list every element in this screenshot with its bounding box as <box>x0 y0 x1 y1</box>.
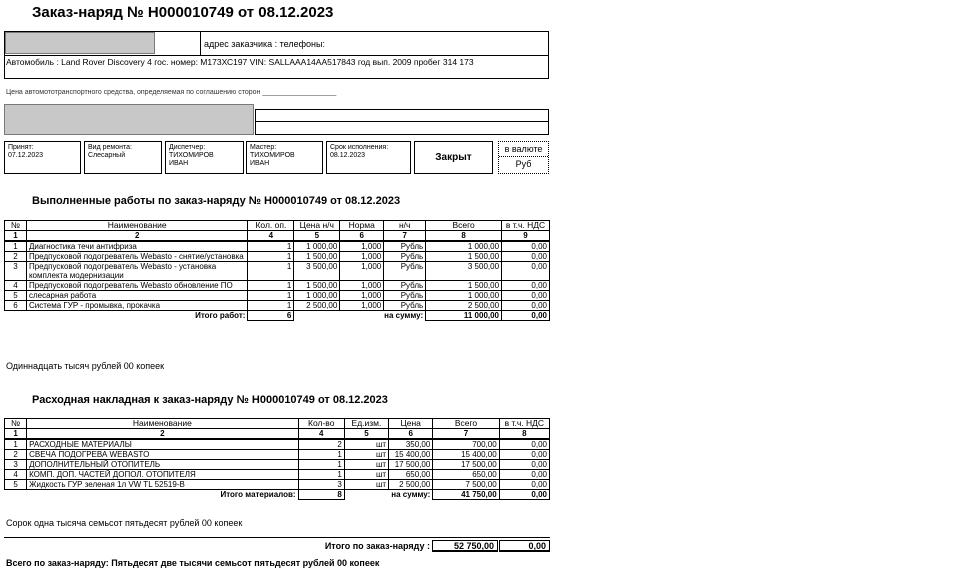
row-unit: шт <box>344 470 388 480</box>
row-unit: шт <box>344 439 388 450</box>
row-qty: 1 <box>248 301 294 311</box>
grand-total-value: 52 750,00 <box>432 540 498 552</box>
materials-colnum: 7 <box>433 429 499 440</box>
repair-type-label: Вид ремонта: <box>88 144 132 151</box>
row-price: 2 500,00 <box>389 480 433 490</box>
table-row <box>5 301 550 311</box>
works-colnum: 8 <box>426 231 502 242</box>
row-vat: 0,00 <box>502 301 550 311</box>
row-norm: 1,000 <box>340 262 384 281</box>
row-n: 5 <box>5 480 27 490</box>
row-total: 650,00 <box>433 470 499 480</box>
row-qty: 1 <box>248 291 294 301</box>
materials-col-price: Цена <box>389 419 433 429</box>
works-colnum: 5 <box>294 231 340 242</box>
row-qty: 1 <box>298 470 344 480</box>
page-title: Заказ-наряд № Н000010749 от 08.12.2023 <box>32 4 334 21</box>
row-vat: 0,00 <box>499 460 549 470</box>
row-qty: 1 <box>298 460 344 470</box>
row-price: 2 500,00 <box>294 301 340 311</box>
table-row <box>5 291 550 301</box>
works-header-row <box>5 221 550 231</box>
row-qty: 1 <box>248 262 294 281</box>
repair-type-value: Слесарный <box>88 152 126 159</box>
row-price: 17 500,00 <box>389 460 433 470</box>
row-n: 6 <box>5 301 27 311</box>
works-col-name: Наименование <box>26 221 247 231</box>
row-unit: Рубль <box>384 262 426 281</box>
customer-name-redacted <box>5 32 155 54</box>
row-n: 1 <box>5 439 27 450</box>
works-title: Выполненные работы по заказ-наряду № Н000010749 от 08.12.2023 <box>32 195 401 207</box>
deadline-value: 08.12.2023 <box>330 152 366 159</box>
materials-total-row <box>5 490 550 500</box>
row-unit: шт <box>344 460 388 470</box>
row-price: 1 500,00 <box>294 252 340 262</box>
works-total-row <box>5 311 550 321</box>
materials-col-n: № <box>5 419 27 429</box>
materials-col-unit: Ед.изм. <box>344 419 388 429</box>
works-colnum: 2 <box>26 231 247 242</box>
row-n: 2 <box>5 450 27 460</box>
row-unit: Рубль <box>384 301 426 311</box>
works-colnum: 1 <box>5 231 27 242</box>
row-name: слесарная работа <box>26 291 247 301</box>
materials-sum-value: 41 750,00 <box>433 490 499 500</box>
row-price: 1 000,00 <box>294 241 340 252</box>
materials-colnum: 5 <box>344 429 388 440</box>
works-colnum-row <box>5 231 550 242</box>
row-total: 7 500,00 <box>433 480 499 490</box>
vehicle-info: Автомобиль : Land Rover Discovery 4 гос. номер: М173ХС197 VIN: SALLAAA14AA517843 год вып. 2009 пробег 314 173 <box>6 57 474 67</box>
row-vat: 0,00 <box>502 281 550 291</box>
works-total-qty: 6 <box>248 311 294 321</box>
row-unit: Рубль <box>384 291 426 301</box>
customer-divider-h <box>4 55 549 56</box>
row-name: ДОПОЛНИТЕЛЬНЫЙ ОТОПИТЕЛЬ <box>27 460 298 470</box>
works-col-norm: Норма <box>340 221 384 231</box>
materials-total-label: Итого материалов: <box>220 490 296 499</box>
works-table <box>4 220 550 321</box>
row-vat: 0,00 <box>502 252 550 262</box>
works-sum-label: на сумму: <box>384 311 424 320</box>
row-unit: Рубль <box>384 252 426 262</box>
row-name: Предпусковой подогреватель Webasto - снятие/установка <box>26 252 247 262</box>
currency-box <box>498 141 549 174</box>
row-total: 1 000,00 <box>426 291 502 301</box>
grand-total-label: Итого по заказ-наряду : <box>324 541 430 551</box>
works-sum-vat: 0,00 <box>502 311 550 321</box>
works-sum-value: 11 000,00 <box>426 311 502 321</box>
materials-colnum: 8 <box>499 429 549 440</box>
row-n: 3 <box>5 262 27 281</box>
works-colnum: 6 <box>340 231 384 242</box>
row-qty: 1 <box>298 450 344 460</box>
status-box <box>414 141 493 174</box>
dispatcher-value: ТИХОМИРОВ ИВАН <box>169 152 214 167</box>
row-unit: Рубль <box>384 241 426 252</box>
row-norm: 1,000 <box>340 241 384 252</box>
row-name: РАСХОДНЫЕ МАТЕРИАЛЫ <box>27 439 298 450</box>
materials-colnum: 2 <box>27 429 298 440</box>
row-price: 15 400,00 <box>389 450 433 460</box>
accepted-label: Принят: <box>8 144 34 151</box>
table-row <box>5 241 550 252</box>
master-value: ТИХОМИРОВ ИВАН <box>250 152 295 167</box>
table-row <box>5 470 550 480</box>
works-colnum: 9 <box>502 231 550 242</box>
row-qty: 2 <box>298 439 344 450</box>
materials-title: Расходная накладная к заказ-наряду № Н000010749 от 08.12.2023 <box>32 394 388 406</box>
owner-line-mid <box>255 121 549 122</box>
address-phones: адрес заказчика : телефоны: <box>204 39 325 49</box>
row-name: СВЕЧА ПОДОГРЕВА WEBASTO <box>27 450 298 460</box>
materials-colnum-row <box>5 429 550 440</box>
materials-colnum: 6 <box>389 429 433 440</box>
row-norm: 1,000 <box>340 281 384 291</box>
currency-value: Руб <box>515 159 532 169</box>
materials-col-name: Наименование <box>27 419 298 429</box>
materials-col-vat: в т.ч. НДС <box>499 419 549 429</box>
row-price: 650,00 <box>389 470 433 480</box>
row-n: 3 <box>5 460 27 470</box>
works-sum-words: Одиннадцать тысяч рублей 00 копеек <box>6 361 165 371</box>
works-col-total: Всего <box>426 221 502 231</box>
grand-total-words: Всего по заказ-наряду: Пятьдесят две тысячи семьсот пятьдесят рублей 00 копеек <box>6 558 380 568</box>
owner-lines <box>255 109 549 135</box>
table-row <box>5 450 550 460</box>
row-vat: 0,00 <box>502 241 550 252</box>
row-price: 350,00 <box>389 439 433 450</box>
accepted-box <box>4 141 81 174</box>
works-col-unit: н/ч <box>384 221 426 231</box>
row-qty: 1 <box>248 281 294 291</box>
works-colnum: 7 <box>384 231 426 242</box>
row-vat: 0,00 <box>502 262 550 281</box>
row-unit: Рубль <box>384 281 426 291</box>
owner-redacted <box>4 104 254 135</box>
row-total: 3 500,00 <box>426 262 502 281</box>
currency-label: в валюте <box>499 142 548 157</box>
materials-header-row <box>5 419 550 429</box>
materials-sum-vat: 0,00 <box>499 490 549 500</box>
row-vat: 0,00 <box>499 439 549 450</box>
master-label: Мастер: <box>250 144 277 151</box>
row-n: 1 <box>5 241 27 252</box>
materials-colnum: 4 <box>298 429 344 440</box>
materials-col-total: Всего <box>433 419 499 429</box>
table-row <box>5 480 550 490</box>
row-total: 1 500,00 <box>426 252 502 262</box>
row-total: 700,00 <box>433 439 499 450</box>
materials-sum-words: Сорок одна тысяча семьсот пятьдесят рублей 00 копеек <box>6 518 243 528</box>
row-total: 17 500,00 <box>433 460 499 470</box>
row-price: 3 500,00 <box>294 262 340 281</box>
materials-colnum: 1 <box>5 429 27 440</box>
row-name: Система ГУР - промывка, прокачка <box>26 301 247 311</box>
materials-total-qty: 8 <box>298 490 344 500</box>
row-norm: 1,000 <box>340 291 384 301</box>
works-col-vat: в т.ч. НДС <box>502 221 550 231</box>
row-total: 15 400,00 <box>433 450 499 460</box>
row-price: 1 000,00 <box>294 291 340 301</box>
dispatcher-label: Диспетчер: <box>169 144 206 151</box>
row-name: Жидкость ГУР зеленая 1л VW TL 52519-B <box>27 480 298 490</box>
status-value: Закрыт <box>435 152 472 163</box>
row-unit: шт <box>344 450 388 460</box>
materials-table <box>4 418 550 500</box>
works-col-qty: Кол. оп. <box>248 221 294 231</box>
row-total: 2 500,00 <box>426 301 502 311</box>
table-row <box>5 460 550 470</box>
table-row <box>5 281 550 291</box>
row-total: 1 000,00 <box>426 241 502 252</box>
row-n: 4 <box>5 470 27 480</box>
works-col-n: № <box>5 221 27 231</box>
row-name: КОМП. ДОП. ЧАСТЕЙ ДОПОЛ. ОТОПИТЕЛЯ <box>27 470 298 480</box>
works-col-price: Цена н/ч <box>294 221 340 231</box>
grand-total-rule <box>4 537 550 538</box>
accepted-value: 07.12.2023 <box>8 152 44 159</box>
works-colnum: 4 <box>248 231 294 242</box>
dispatcher-box <box>165 141 244 174</box>
row-n: 4 <box>5 281 27 291</box>
table-row <box>5 252 550 262</box>
row-name: Предпусковой подогреватель Webasto - установка комплекта модернизации <box>26 262 247 281</box>
table-row <box>5 439 550 450</box>
row-total: 1 500,00 <box>426 281 502 291</box>
price-note: Цена автомототранспортного средства, определяемая по соглашению сторон ___________________ <box>6 89 337 96</box>
materials-col-qty: Кол-во <box>298 419 344 429</box>
row-vat: 0,00 <box>499 470 549 480</box>
deadline-label: Срок исполнения: <box>330 144 389 151</box>
row-price: 1 500,00 <box>294 281 340 291</box>
grand-total-vat: 0,00 <box>499 540 550 552</box>
row-n: 5 <box>5 291 27 301</box>
table-row <box>5 262 550 281</box>
row-vat: 0,00 <box>499 480 549 490</box>
row-n: 2 <box>5 252 27 262</box>
row-vat: 0,00 <box>502 291 550 301</box>
row-name: Диагностика течи антифриза <box>26 241 247 252</box>
repair-type-box <box>84 141 162 174</box>
row-norm: 1,000 <box>340 252 384 262</box>
row-vat: 0,00 <box>499 450 549 460</box>
master-box <box>246 141 323 174</box>
row-qty: 1 <box>248 252 294 262</box>
row-qty: 3 <box>298 480 344 490</box>
row-qty: 1 <box>248 241 294 252</box>
row-name: Предпусковой подогреватель Webasto обновление ПО <box>26 281 247 291</box>
row-norm: 1,000 <box>340 301 384 311</box>
materials-sum-label: на сумму: <box>391 490 431 499</box>
works-total-label: Итого работ: <box>195 311 246 320</box>
row-unit: шт <box>344 480 388 490</box>
customer-divider-1 <box>200 31 201 55</box>
deadline-box <box>326 141 411 174</box>
